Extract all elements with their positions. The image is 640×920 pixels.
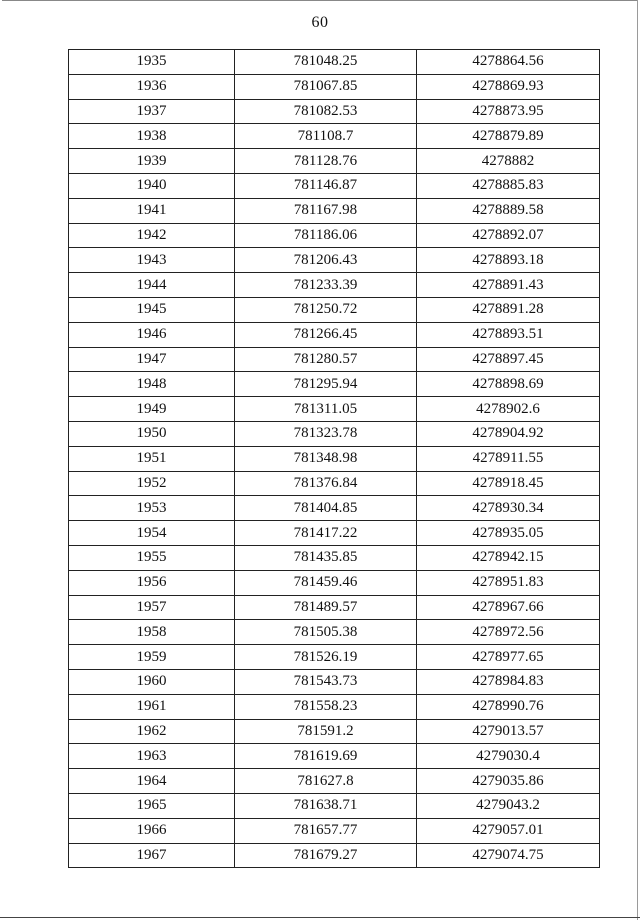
point-number-cell: 1945	[69, 297, 235, 322]
scan-edge-right	[637, 0, 638, 920]
table-row	[69, 545, 600, 570]
x-coordinate-cell: 781146.87	[235, 173, 417, 198]
point-number-cell: 1954	[69, 521, 235, 546]
table-row	[69, 124, 600, 149]
table-row	[69, 421, 600, 446]
x-coordinate-cell: 781619.69	[235, 744, 417, 769]
y-coordinate-cell: 4278942.15	[417, 545, 600, 570]
y-coordinate-cell: 4278911.55	[417, 446, 600, 471]
table-row	[69, 248, 600, 273]
x-coordinate-cell: 781526.19	[235, 645, 417, 670]
y-coordinate-cell: 4278967.66	[417, 595, 600, 620]
point-number-cell: 1943	[69, 248, 235, 273]
point-number-cell: 1939	[69, 149, 235, 174]
table-row	[69, 570, 600, 595]
x-coordinate-cell: 781679.27	[235, 843, 417, 868]
x-coordinate-cell: 781543.73	[235, 669, 417, 694]
table-row	[69, 744, 600, 769]
point-number-cell: 1938	[69, 124, 235, 149]
y-coordinate-cell: 4278897.45	[417, 347, 600, 372]
x-coordinate-cell: 781591.2	[235, 719, 417, 744]
x-coordinate-cell: 781376.84	[235, 471, 417, 496]
y-coordinate-cell: 4279030.4	[417, 744, 600, 769]
point-number-cell: 1944	[69, 273, 235, 298]
table-row	[69, 198, 600, 223]
point-number-cell: 1950	[69, 421, 235, 446]
y-coordinate-cell: 4278904.92	[417, 421, 600, 446]
x-coordinate-cell: 781266.45	[235, 322, 417, 347]
table-row	[69, 397, 600, 422]
y-coordinate-cell: 4278864.56	[417, 50, 600, 75]
table-row	[69, 496, 600, 521]
scan-edge-bottom	[0, 917, 640, 918]
x-coordinate-cell: 781505.38	[235, 620, 417, 645]
y-coordinate-cell: 4278885.83	[417, 173, 600, 198]
x-coordinate-cell: 781082.53	[235, 99, 417, 124]
x-coordinate-cell: 781404.85	[235, 496, 417, 521]
point-number-cell: 1936	[69, 74, 235, 99]
page-number: 60	[311, 14, 329, 31]
table-row	[69, 322, 600, 347]
point-number-cell: 1964	[69, 769, 235, 794]
y-coordinate-cell: 4278892.07	[417, 223, 600, 248]
table-row	[69, 99, 600, 124]
table-row	[69, 645, 600, 670]
x-coordinate-cell: 781348.98	[235, 446, 417, 471]
point-number-cell: 1966	[69, 818, 235, 843]
x-coordinate-cell: 781048.25	[235, 50, 417, 75]
point-number-cell: 1962	[69, 719, 235, 744]
table-row	[69, 769, 600, 794]
y-coordinate-cell: 4278951.83	[417, 570, 600, 595]
point-number-cell: 1949	[69, 397, 235, 422]
x-coordinate-cell: 781128.76	[235, 149, 417, 174]
table-row	[69, 818, 600, 843]
x-coordinate-cell: 781311.05	[235, 397, 417, 422]
point-number-cell: 1960	[69, 669, 235, 694]
table-row	[69, 223, 600, 248]
x-coordinate-cell: 781489.57	[235, 595, 417, 620]
point-number-cell: 1958	[69, 620, 235, 645]
table-row	[69, 669, 600, 694]
table-row	[69, 372, 600, 397]
y-coordinate-cell: 4279074.75	[417, 843, 600, 868]
x-coordinate-cell: 781295.94	[235, 372, 417, 397]
y-coordinate-cell: 4278984.83	[417, 669, 600, 694]
table-row	[69, 347, 600, 372]
x-coordinate-cell: 781657.77	[235, 818, 417, 843]
table-row	[69, 521, 600, 546]
y-coordinate-cell: 4279013.57	[417, 719, 600, 744]
y-coordinate-cell: 4278918.45	[417, 471, 600, 496]
point-number-cell: 1935	[69, 50, 235, 75]
table-row	[69, 595, 600, 620]
point-number-cell: 1961	[69, 694, 235, 719]
y-coordinate-cell: 4278889.58	[417, 198, 600, 223]
table-row	[69, 273, 600, 298]
point-number-cell: 1946	[69, 322, 235, 347]
x-coordinate-cell: 781206.43	[235, 248, 417, 273]
point-number-cell: 1941	[69, 198, 235, 223]
x-coordinate-cell: 781233.39	[235, 273, 417, 298]
point-number-cell: 1951	[69, 446, 235, 471]
point-number-cell: 1959	[69, 645, 235, 670]
coordinate-table	[68, 49, 600, 868]
y-coordinate-cell: 4278990.76	[417, 694, 600, 719]
point-number-cell: 1963	[69, 744, 235, 769]
y-coordinate-cell: 4279043.2	[417, 793, 600, 818]
point-number-cell: 1957	[69, 595, 235, 620]
y-coordinate-cell: 4278898.69	[417, 372, 600, 397]
table-row	[69, 471, 600, 496]
point-number-cell: 1952	[69, 471, 235, 496]
x-coordinate-cell: 781417.22	[235, 521, 417, 546]
table-row	[69, 620, 600, 645]
point-number-cell: 1947	[69, 347, 235, 372]
y-coordinate-cell: 4278977.65	[417, 645, 600, 670]
y-coordinate-cell: 4278893.51	[417, 322, 600, 347]
point-number-cell: 1955	[69, 545, 235, 570]
y-coordinate-cell: 4278891.43	[417, 273, 600, 298]
point-number-cell: 1940	[69, 173, 235, 198]
table-row	[69, 694, 600, 719]
table-row	[69, 173, 600, 198]
y-coordinate-cell: 4278869.93	[417, 74, 600, 99]
x-coordinate-cell: 781435.85	[235, 545, 417, 570]
y-coordinate-cell: 4278882	[417, 149, 600, 174]
point-number-cell: 1948	[69, 372, 235, 397]
table-row	[69, 719, 600, 744]
table-row	[69, 50, 600, 75]
x-coordinate-cell: 781167.98	[235, 198, 417, 223]
y-coordinate-cell: 4278891.28	[417, 297, 600, 322]
table-row	[69, 446, 600, 471]
x-coordinate-cell: 781108.7	[235, 124, 417, 149]
x-coordinate-cell: 781638.71	[235, 793, 417, 818]
y-coordinate-cell: 4279035.86	[417, 769, 600, 794]
x-coordinate-cell: 781627.8	[235, 769, 417, 794]
y-coordinate-cell: 4278879.89	[417, 124, 600, 149]
table-row	[69, 297, 600, 322]
table-row	[69, 793, 600, 818]
table-row	[69, 74, 600, 99]
x-coordinate-cell: 781280.57	[235, 347, 417, 372]
y-coordinate-cell: 4278972.56	[417, 620, 600, 645]
point-number-cell: 1956	[69, 570, 235, 595]
point-number-cell: 1967	[69, 843, 235, 868]
coordinate-table-body	[69, 50, 600, 868]
y-coordinate-cell: 4278873.95	[417, 99, 600, 124]
point-number-cell: 1937	[69, 99, 235, 124]
x-coordinate-cell: 781250.72	[235, 297, 417, 322]
x-coordinate-cell: 781323.78	[235, 421, 417, 446]
y-coordinate-cell: 4278930.34	[417, 496, 600, 521]
point-number-cell: 1965	[69, 793, 235, 818]
y-coordinate-cell: 4278902.6	[417, 397, 600, 422]
x-coordinate-cell: 781459.46	[235, 570, 417, 595]
y-coordinate-cell: 4278893.18	[417, 248, 600, 273]
point-number-cell: 1953	[69, 496, 235, 521]
scan-edge-top	[2, 0, 638, 1]
x-coordinate-cell: 781067.85	[235, 74, 417, 99]
x-coordinate-cell: 781558.23	[235, 694, 417, 719]
x-coordinate-cell: 781186.06	[235, 223, 417, 248]
table-row	[69, 843, 600, 868]
table-row	[69, 149, 600, 174]
point-number-cell: 1942	[69, 223, 235, 248]
y-coordinate-cell: 4279057.01	[417, 818, 600, 843]
coordinate-table-container	[68, 49, 600, 868]
y-coordinate-cell: 4278935.05	[417, 521, 600, 546]
